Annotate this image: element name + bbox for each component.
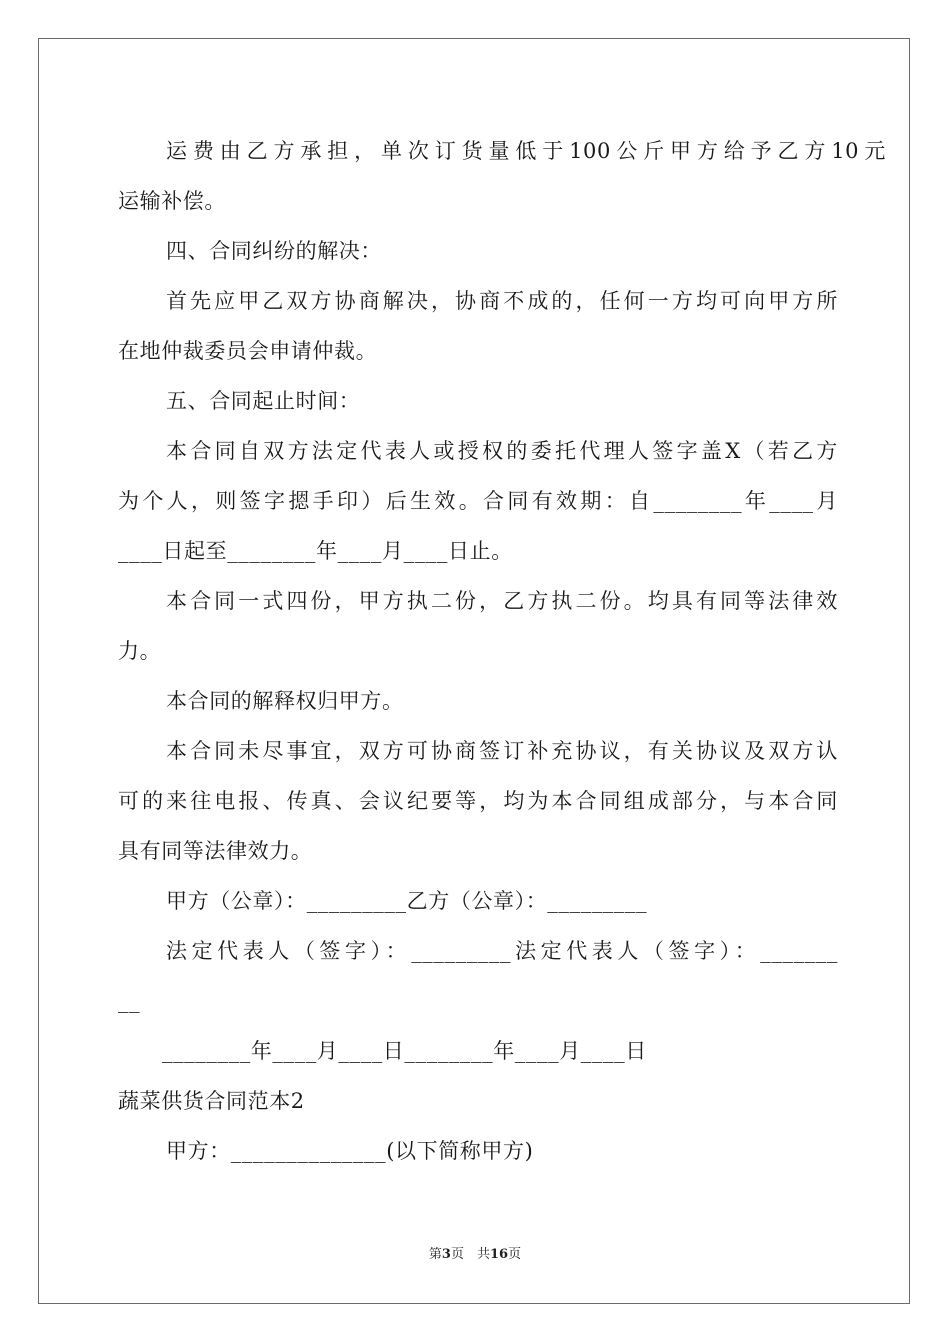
- text-line: 运费由乙方承担，单次订货量低于100公斤甲方给予乙方10元: [166, 139, 886, 163]
- text-line: 运输补偿。: [118, 189, 226, 213]
- text-line: 可的来往电报、传真、会议纪要等，均为本合同组成部分，与本合同: [118, 789, 838, 813]
- signature-line: __: [118, 989, 141, 1013]
- text-line: 本合同未尽事宜，双方可协商签订补充协议，有关协议及双方认: [166, 739, 838, 763]
- signature-line: 甲方（公章）：_________乙方（公章）：_________: [166, 889, 648, 913]
- page-footer: [0, 1246, 950, 1264]
- text-line: 本合同一式四份，甲方执二份，乙方执二份。均具有同等法律效: [166, 589, 838, 613]
- date-line: ________年____月____日________年____月____日: [162, 1039, 647, 1063]
- text-line: 力。: [118, 639, 162, 663]
- section-heading: 四、合同纠纷的解决：: [166, 239, 382, 263]
- signature-line: 法定代表人（签字）：_________法定代表人（签字）：_______: [166, 939, 838, 963]
- footer-suffix: 页: [508, 1247, 522, 1262]
- text-line: ____日起至________年____月____日止。: [118, 539, 513, 563]
- footer-total-pages: 16: [489, 1247, 509, 1262]
- text-line: 首先应甲乙双方协商解决，协商不成的，任何一方均可向甲方所: [166, 289, 838, 313]
- text-line: 为个人，则签字摁手印）后生效。合同有效期：自________年____月: [118, 489, 838, 513]
- footer-prefix: 第: [428, 1247, 442, 1262]
- text-line: 本合同自双方法定代表人或授权的委托代理人签字盖X（若乙方: [166, 439, 838, 463]
- text-line: 本合同的解释权归甲方。: [166, 689, 404, 713]
- text-line: 在地仲裁委员会申请仲裁。: [118, 339, 378, 363]
- footer-mid: 页 共: [450, 1247, 490, 1262]
- section-heading: 五、合同起止时间：: [166, 389, 361, 413]
- text-line: 具有同等法律效力。: [118, 839, 313, 863]
- party-line: 甲方：______________(以下简称甲方): [166, 1139, 534, 1163]
- footer-page-number: 3: [441, 1247, 451, 1262]
- document-title: 蔬菜供货合同范本2: [118, 1089, 305, 1113]
